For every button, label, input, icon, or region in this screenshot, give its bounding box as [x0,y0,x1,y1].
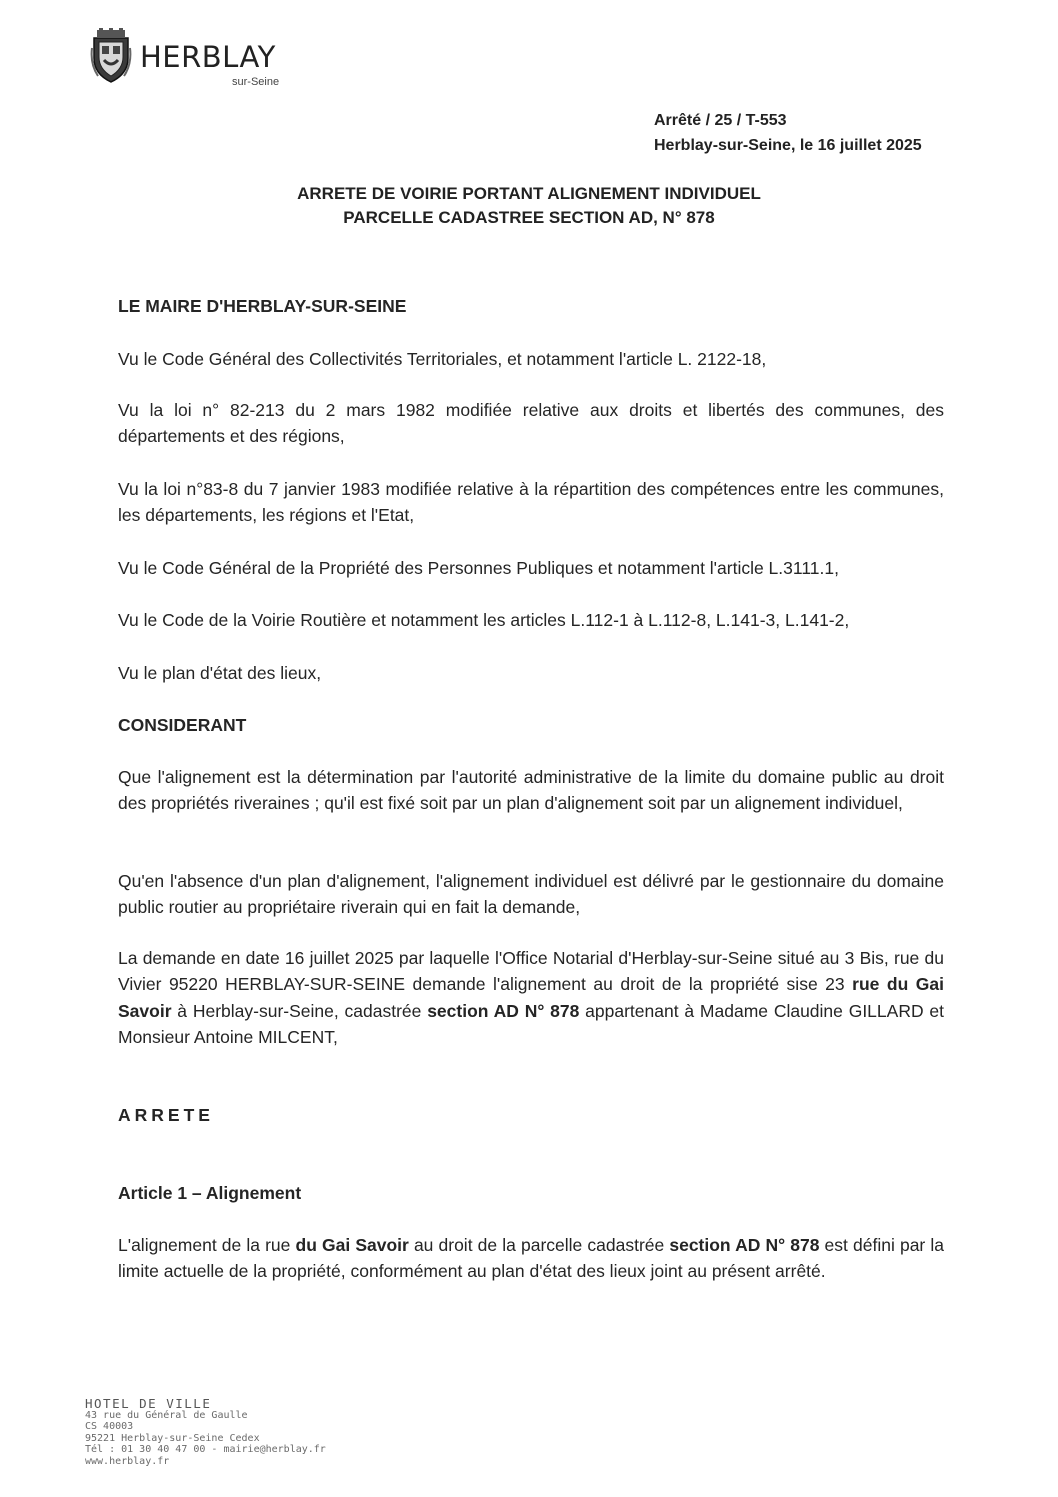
article-1-heading: Article 1 – Alignement [118,1183,302,1203]
considerant-heading: CONSIDERANT [118,715,247,735]
article-1-street: du Gai Savoir [295,1235,409,1255]
article-1-parcel: section AD N° 878 [669,1235,820,1255]
title-line-2: PARCELLE CADASTREE SECTION AD, N° 878 [343,208,715,227]
town-hall-footer [85,1398,326,1467]
place-and-date: Herblay-sur-Seine, le 16 juillet 2025 [654,137,922,154]
vu-paragraph-1: Vu le Code Général des Collectivités Territoriales, et notamment l'article L. 2122-18, [118,349,767,369]
arrete-heading: ARRETE [118,1105,214,1125]
considerant-paragraph-1: Que l'alignement est la détermination par l'autorité administrative de la limite du domaine public au droit des propriétés riveraines ; qu'il est fixé soit par un plan d'alignement soit par un alignement individuel, [118,767,944,814]
article-1-text-2: au droit de la parcelle cadastrée [408,1235,670,1255]
demande-parcel: section AD N° 878 [427,1000,580,1021]
considerant-paragraph-2: Qu'en l'absence d'un plan d'alignement, l'alignement individuel est délivré par le gestionnaire du domaine public routier au propriétaire riverain qui en fait la demande, [118,871,944,918]
decree-number: Arrêté / 25 / T-553 [654,112,787,129]
article-1-text-1: L'alignement de la rue [118,1235,296,1255]
title-line-1: ARRETE DE VOIRIE PORTANT ALIGNEMENT INDIVIDUEL [297,184,761,203]
authority-heading: LE MAIRE D'HERBLAY-SUR-SEINE [118,296,407,316]
footer-postbox: CS 40003 [85,1421,134,1432]
logo-subtitle: sur-Seine [232,76,280,88]
footer-city: 95221 Herblay-sur-Seine Cedex [85,1432,260,1444]
vu-paragraph-2: Vu la loi n° 82-213 du 2 mars 1982 modifiée relative aux droits et libertés des communes, des départements et des régions, [118,400,944,447]
article-1-text-3: est défini par la limite actuelle de la propriété, conformément au plan d'état des lieux joint au présent arrêté. [118,1235,944,1282]
vu-paragraph-6: Vu le plan d'état des lieux, [118,663,322,683]
demande-paragraph [118,945,944,1050]
logo-name: HERBLAY [140,40,276,74]
demande-text-3: appartenant à Madame Claudine GILLARD et Monsieur Antoine MILCENT, [118,1000,944,1047]
vu-paragraph-4: Vu le Code Général de la Propriété des Personnes Publiques et notamment l'article L.3111.1, [118,558,839,578]
demande-text-1: La demande en date 16 juillet 2025 par laquelle l'Office Notarial d'Herblay-sur-Seine situé au 3 Bis, rue du Vivier 95220 HERBLAY-SUR-SEINE demande l'alignement au droit de la propriété sise 23 [118,948,944,995]
article-1-paragraph [118,1232,944,1285]
footer-contact: Tél : 01 30 40 47 00 - mairie@herblay.fr [85,1444,326,1455]
footer-heading: HOTEL DE VILLE [85,1396,212,1411]
decree-reference-block [654,108,922,158]
demande-street: rue du Gai Savoir [118,974,944,1021]
vu-paragraph-5: Vu le Code de la Voirie Routière et notamment les articles L.112-1 à L.112-8, L.141-3, L.141-2, [118,610,850,630]
demande-text-2: à Herblay-sur-Seine, cadastrée [171,1000,428,1021]
document-title [0,182,1058,230]
vu-paragraph-3: Vu la loi n°83-8 du 7 janvier 1983 modifiée relative à la répartition des compétences entre les communes, les départements, les régions et l'Etat, [118,479,944,526]
footer-website: www.herblay.fr [85,1455,170,1467]
footer-address: 43 rue du Général de Gaulle [85,1409,248,1421]
coat-of-arms-icon [90,28,132,84]
